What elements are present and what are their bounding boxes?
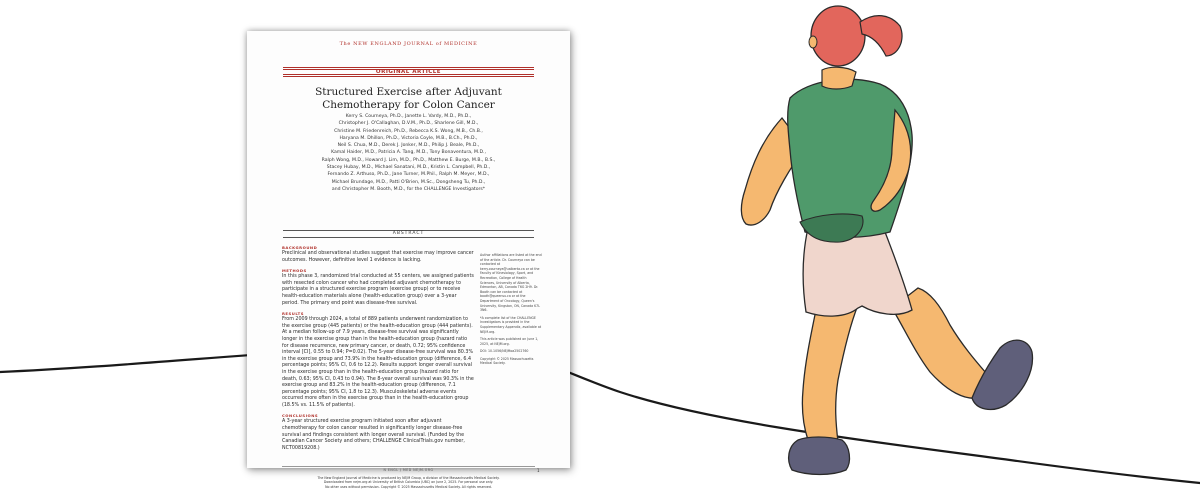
section-heading: RESULTS [282, 311, 304, 317]
section-body: Preclinical and observational studies suggest that exercise may improve cancer outcomes. However, definitive level 1 evidence is lacking. [282, 251, 474, 263]
author-line: and Christopher M. Booth, M.D., for the CHALLENGE Investigators* [331, 186, 486, 192]
side-note: Copyright © 2025 Massachusetts Medical Society. [480, 356, 534, 366]
author-line: Kamal Haider, M.D., Patricia A. Tang, M.D., Tony Bonaventura, M.D., [331, 150, 486, 156]
article-title [267, 86, 550, 111]
abstract-column [282, 245, 474, 456]
footer-line: No other uses without permission. Copyright © 2025 Massachusetts Medical Society. All rights reserved. [325, 484, 492, 489]
footer-line: Downloaded from nejm.org at University of British Columbia (UBC) on June 2, 2025. For personal use only. [323, 480, 494, 485]
author-line: Ralph Wong, M.D., Howard J. Lim, M.D., Ph.D., Matthew E. Burge, M.B., B.S., [321, 157, 496, 163]
title-line-1: Structured Exercise after Adjuvant [315, 86, 502, 98]
neck [822, 67, 856, 89]
side-notes [480, 253, 542, 369]
section-heading: BACKGROUND [282, 245, 318, 250]
title-line-2: Chemotherapy for Colon Cancer [322, 98, 495, 111]
side-note: This article was published on June 1, 2025, at NEJM.org. [480, 337, 539, 346]
original-article-label: ORIGINAL ARTICLE [375, 69, 442, 75]
author-line: Haryana M. Dhillon, Ph.D., Victoria Coyle, M.B., B.Ch., Ph.D., [339, 135, 478, 141]
original-article-banner [283, 67, 534, 77]
author-line: Kerry S. Courneya, Ph.D., Janette L. Vardy, M.D., Ph.D., [345, 114, 472, 119]
side-note: *A complete list of the CHALLENGE Investigators is provided in the Supplementary Appendix, available at NEJM.org. [480, 315, 542, 334]
author-line: Stacey Hubay, M.D., Michael Sanatani, M.D., Kristin L. Campbell, Ph.D., [326, 165, 491, 171]
author-line: Christopher J. O'Callaghan, D.V.M., Ph.D., Sharlene Gill, M.D., [338, 121, 479, 127]
journal-name: The NEW ENGLAND JOURNAL of MEDICINE [339, 41, 478, 47]
ear [809, 36, 817, 48]
ponytail [860, 16, 902, 56]
footer-rule [282, 466, 535, 467]
author-list [273, 113, 544, 193]
page-number: 1 [537, 468, 540, 473]
shorts [803, 227, 912, 316]
author-line: Neil S. Chua, M.D., Derek J. Jonker, M.D., Philip J. Beale, Ph.D., [337, 143, 480, 149]
section-body: In this phase 3, randomized trial conducted at 55 centers, we assigned patients with resected colon cancer who had completed adjuvant chemotherapy to participate in a structured exercise program (exercise group) or to receive health-education materials alone (health-education group) over a 3-year period. The primary end point was disease-free survival. [282, 274, 474, 306]
author-line: Michael Brundage, M.D., Patti O'Brien, M.Sc., Dongsheng Tu, Ph.D., [331, 179, 486, 185]
section-heading: METHODS [282, 268, 307, 274]
abstract-label: ABSTRACT [392, 231, 425, 236]
journal-footer-meta: N ENGL J MED NEJM.ORG [383, 468, 434, 472]
head [811, 6, 865, 66]
section-heading: CONCLUSIONS [282, 413, 319, 419]
section-body: From 2009 through 2024, a total of 889 patients underwent randomization to the exercise group (445 patients) or the health-education group (444 patients). At a median follow-up of 7.9 years, disease-free survival was significantly longer in the exercise group than in the health-education group (hazard ratio for disease recurrence, new primary cancer, or death, 0.72; 95% confidence interval [CI], 0.55 to 0.94; P=0.02). The 5-year disease-free survival was 80.3% in the exercise group and 73.9% in the health-education group (difference, 6.4 percentage points; 95% CI, 0.6 to 12.2). Results support longer overall survival in the exercise group than in the health-education group (hazard ratio for death, 0.63; 95% CI, 0.43 to 0.94). The 8-year overall survival was 90.3% in the exercise group and 83.2% in the health-education group (difference, 7.1 percentage points; 95% CI, 1.8 to 12.3). Musculoskeletal adverse events occurred more often in the exercise group than in the health-education group (18.5% vs. 11.5% of patients). [282, 317, 474, 408]
side-note: Author affiliations are listed at the end of the article. Dr. Courneya can be contacted at kerry.courneya@ualberta.ca or at the Faculty of Kinesiology, Sport, and Recreation, College of Health Sciences, University of Alberta, Edmonton, AB, Canada T6G 2H9. Dr. Booth can be contacted at booth@queensu.ca or at the Department of Oncology, Queen's University, Kingston, ON, Canada K7L 3N6. [480, 253, 542, 313]
abstract-bar [283, 230, 534, 238]
author-line: Fernando Z. Arthuso, Ph.D., Jane Turner, M.Phil., Ralph M. Meyer, M.D., [327, 172, 490, 178]
side-note: DOI: 10.1056/NEJMoa2502760 [480, 349, 529, 354]
article-page [247, 31, 570, 489]
section-body: A 3-year structured exercise program initiated soon after adjuvant chemotherapy for colon cancer resulted in significantly longer disease-free survival and findings consistent with longer overall survival. (Funded by the Canadian Cancer Society and others; CHALLENGE ClinicalTrials.gov number, NCT00819208.) [282, 419, 465, 451]
front-leg [802, 300, 858, 442]
front-shoe [789, 437, 850, 475]
footer-line: The New England Journal of Medicine is produced by NEJM Group, a division of the Massachusetts Medical Society. [317, 476, 500, 480]
download-footer [267, 476, 550, 489]
author-line: Christine M. Friedenreich, Ph.D., Rebecca K.S. Wong, M.B., Ch.B., [334, 128, 483, 134]
